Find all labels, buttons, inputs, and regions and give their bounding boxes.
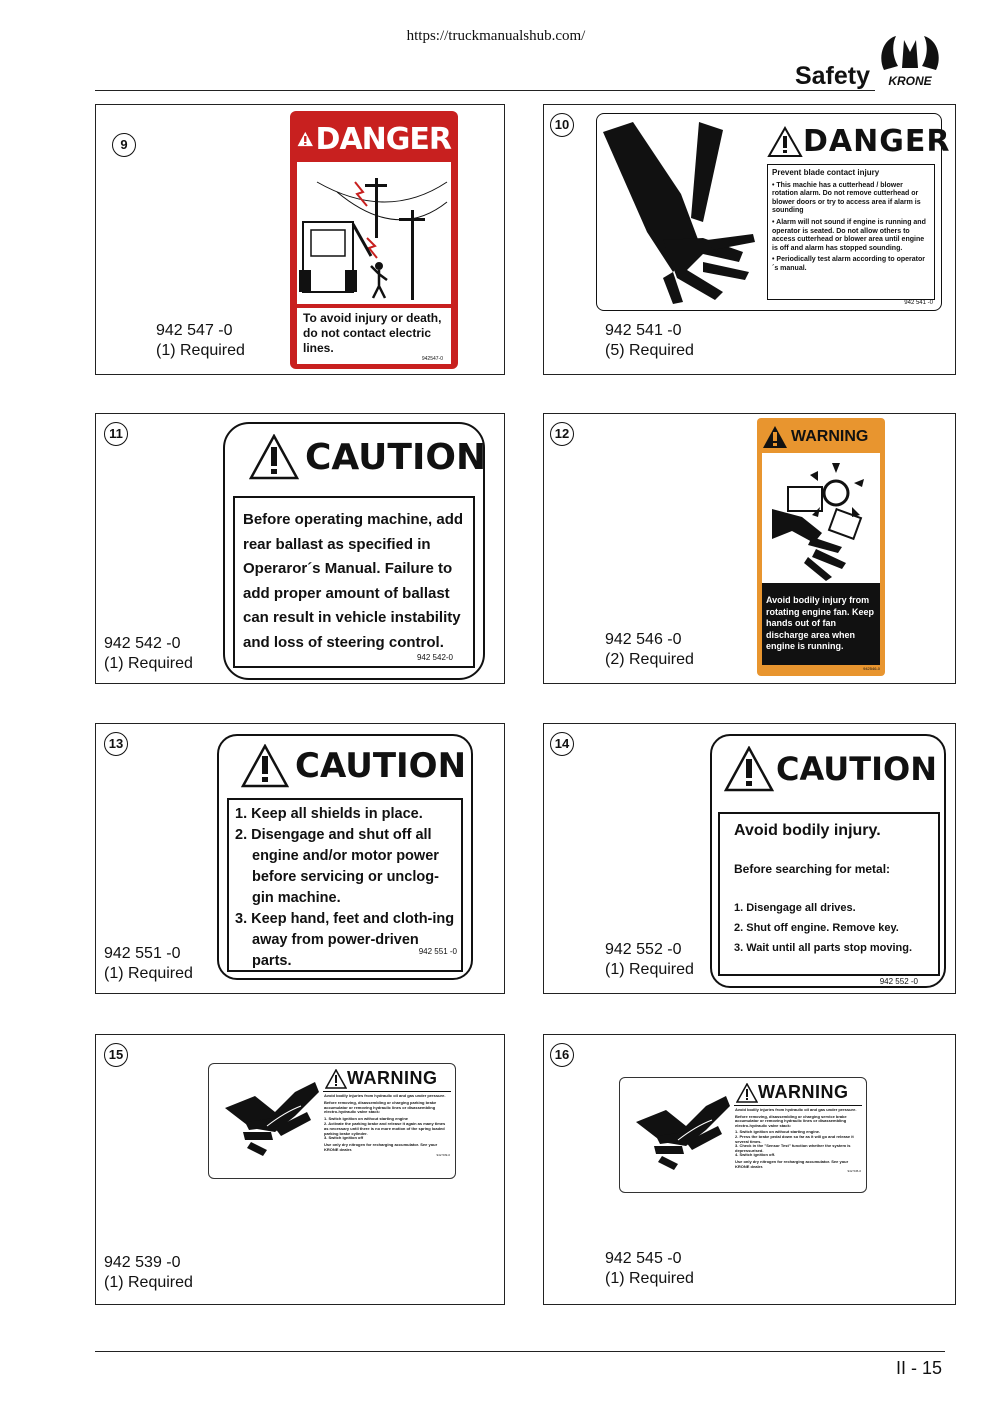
header-rule (95, 90, 875, 91)
danger-message: To avoid injury or death, do not contact electric lines. 942547-0 (297, 308, 451, 364)
decal-panel-14 (543, 723, 956, 994)
part-number: 942 539 -0 (1) Required (104, 1254, 193, 1291)
warning-decal (619, 1077, 867, 1193)
danger-pictogram (297, 162, 451, 304)
warning-decal (208, 1063, 456, 1179)
decal-panel-12 (543, 413, 956, 684)
item-number: 16 (550, 1043, 574, 1067)
part-number: 942 545 -0 (1) Required (605, 1250, 694, 1287)
warning-message: Avoid bodily injury from rotating engine fan. Keep hands out of fan discharge area when engine is running. (762, 583, 880, 665)
danger-header: DANGER (297, 118, 451, 160)
warning-triangle-icon (724, 746, 774, 792)
item-number: 10 (550, 113, 574, 137)
item-number: 12 (550, 422, 574, 446)
caution-message: 1. Keep all shields in place. 2. Disengage and shut off all engine and/or motor power before servicing or unclog-gin machine. 3. Keep hand, feet and cloth-ing away from power-driven parts. 942 551 -0 (227, 798, 463, 972)
decal-panel-9 (95, 104, 505, 375)
page-number: II - 15 (896, 1358, 943, 1378)
warning-triangle-icon (249, 434, 299, 480)
section-title: Safety (794, 62, 870, 90)
part-number: 942 552 -0 (1) Required (605, 941, 694, 978)
caution-header: CAUTION (241, 744, 466, 788)
warning-header: WARNING (736, 1082, 849, 1103)
part-number: 942 547 -0 (1) Required (156, 322, 245, 359)
warning-decal: WARNING Avoid bodily injury from rotating engine fan. Keep hands out of fan discharge area when engine is running. 942546-0 (757, 418, 885, 676)
warning-triangle-icon (325, 1069, 347, 1089)
warning-triangle-icon (762, 425, 788, 449)
danger-message: Prevent blade contact injury • This machie has a cutterhead / blower rotation alarm. Do not remove cutterhead or blower doors or try to access area if alarm is sounding • Alarm will not sound if engine is running and operator is seated. Do not allow others to access cutterhead or blower area until engine is off and alarm has stopped sounding. • Periodically test alarm according to operator´s manual. (767, 164, 935, 300)
decal-ref: 942 541 -0 (904, 300, 933, 306)
warning-header: WARNING (762, 423, 880, 451)
hydraulic-hand-pictogram (215, 1072, 323, 1172)
warning-triangle-icon (736, 1083, 758, 1103)
caution-message: Avoid bodily injury. Before searching for metal: 1. Disengage all drives. 2. Shut off engine. Remove key. 3. Wait until all parts stop moving. 942 552 -0 (718, 812, 940, 976)
krone-logo (874, 30, 946, 90)
caution-decal (710, 734, 946, 988)
item-number: 13 (104, 732, 128, 756)
decal-panel-13 (95, 723, 505, 994)
danger-header: DANGER (767, 124, 950, 159)
fan-pictogram (762, 453, 880, 583)
footer-rule (95, 1351, 945, 1352)
danger-decal (596, 113, 951, 311)
warning-triangle-icon (767, 126, 803, 158)
logo-text: KRONE (888, 74, 932, 88)
warning-triangle-icon (241, 744, 289, 788)
item-number: 9 (112, 133, 136, 157)
caution-header: CAUTION (724, 746, 937, 792)
caution-decal (223, 422, 485, 680)
caution-header: CAUTION (249, 434, 486, 480)
item-number: 14 (550, 732, 574, 756)
source-url: https://truckmanualshub.com/ (406, 28, 586, 44)
part-number: 942 542 -0 (1) Required (104, 635, 193, 672)
part-number: 942 541 -0 (5) Required (605, 322, 694, 359)
warning-message: Avoid bodily injuries from hydraulic oil and gas under pressure. Before removing, disassembling or charging service brake accumulator or removing hydraulic lines or disassembling electro-hydraulic valve stack: 1. Switch ignition on without starting engine. 2. Press the brake pedal down so far as it will go and release it several times. 3. Check in the "Sensor Test" function whether the system is depressurised. 4. Switch ignition off. Use only dry nitrogen for recharging accumulator. See your KRONE dealer. 942 545-0 (734, 1105, 862, 1189)
caution-decal (217, 734, 473, 980)
item-number: 11 (104, 422, 128, 446)
warning-message: Avoid bodily injuries from hydraulic oil and gas under pressure. Before removing, disassembling or charging parking brake accumulator or removing hydraulic lines or disassembling electro-hydraulic valve stack: 1. Switch ignition on without starting engine 2. Activate the parking brake and release it again as many times as necessary until there is no more motion of the spring loaded parking brake cylinder. 3. Switch ignition off Use only dry nitrogen for recharging accumulator. See your KRONE dealer. 942 539-0 (323, 1091, 451, 1175)
warning-header: WARNING (325, 1068, 438, 1089)
part-number: 942 546 -0 (2) Required (605, 631, 694, 668)
decal-panel-15 (95, 1034, 505, 1305)
decal-panel-10 (543, 104, 956, 375)
hydraulic-hand-pictogram (626, 1086, 734, 1186)
blade-hand-pictogram (603, 122, 763, 304)
caution-message: Before operating machine, add rear ballast as specified in Operaror´s Manual. Failure to add proper amount of ballast can result in vehicle instability and loss of steering control. 942 542-0 (233, 496, 475, 668)
part-number: 942 551 -0 (1) Required (104, 945, 193, 982)
danger-decal (290, 111, 458, 369)
decal-panel-11 (95, 413, 505, 684)
decal-panel-16 (543, 1034, 956, 1305)
item-number: 15 (104, 1043, 128, 1067)
warning-triangle-icon (297, 126, 314, 152)
